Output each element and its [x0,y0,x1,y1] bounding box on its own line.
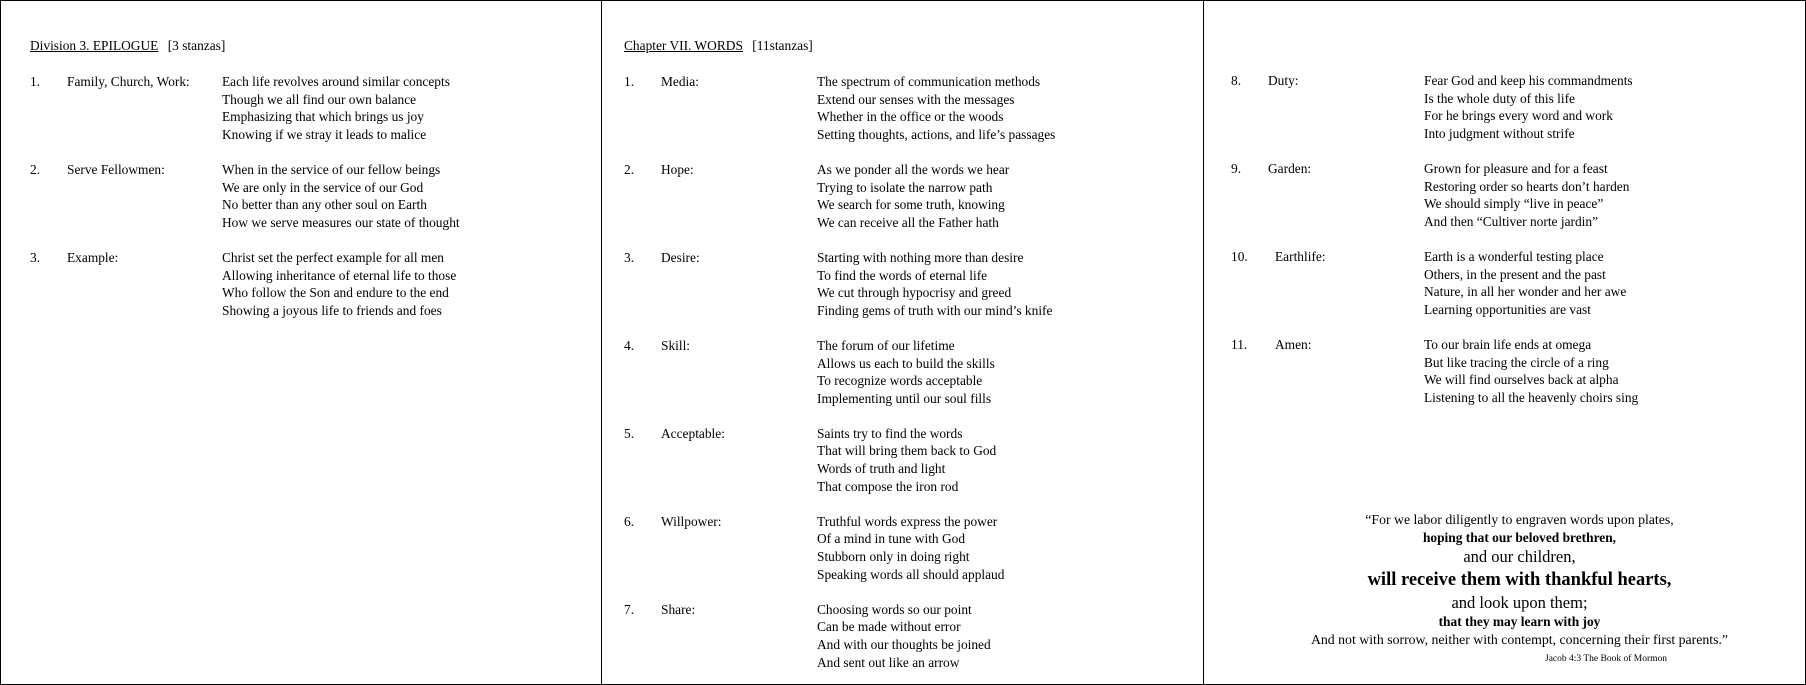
chapter-continued-panel [1204,1,1805,684]
chapter-title: Chapter VII. WORDS [624,38,743,53]
stanza-line: Each life revolves around similar concepts [222,74,450,89]
quote-line-3: and our children, [1463,547,1576,566]
stanza-line: That compose the iron rod [817,478,959,494]
stanza-line: When in the service of our fellow beings [222,161,441,177]
stanza-number: 8. [1231,73,1242,88]
stanza-line: Stubborn only in doing right [817,549,970,565]
stanza-line: Restoring order so hearts don’t harden [1424,178,1630,194]
quote-line-6: that they may learn with joy [1438,614,1601,629]
stanza-label: Share: [661,601,696,617]
stanza-lines [817,601,991,671]
stanza-number: 2. [30,161,41,177]
division-stanza-count: [3 stanzas] [167,38,226,53]
stanza-line: Emphasizing that which brings us joy [222,109,424,125]
stanza-label: Hope: [661,161,694,177]
stanza-number: 6. [624,513,635,529]
stanza-lines [817,249,1052,319]
stanza-label: Family, Church, Work: [67,74,190,89]
stanza-lines [1424,248,1626,318]
stanza-number: 9. [1231,160,1242,176]
stanza-line: Starting with nothing more than desire [817,249,1024,265]
stanza-number: 2. [624,161,635,177]
stanza-label: Acceptable: [661,425,725,441]
stanza-lines [222,161,460,231]
stanza-line: Truthful words express the power [817,513,998,529]
stanza-lines [817,337,995,407]
stanza-line: Setting thoughts, actions, and life’s passages [817,126,1056,142]
stanza-line: To recognize words acceptable [817,373,983,389]
division-heading [30,37,601,55]
stanza-line: Allowing inheritance of eternal life to those [222,267,457,283]
chapter-panel [602,1,1204,684]
stanza-number: 4. [624,337,635,353]
stanza-number: 11. [1231,336,1248,352]
scripture-quote [1204,511,1805,649]
stanza-line: We search for some truth, knowing [817,197,1005,213]
stanza [1231,72,1805,142]
quote-line-2: hoping that our beloved brethren, [1422,530,1617,545]
stanza-label: Skill: [661,337,691,353]
stanza-label: Duty: [1268,73,1299,88]
stanza-line: Nature, in all her wonder and her awe [1424,284,1627,300]
stanza-lines [1424,336,1638,406]
stanza-line: Whether in the office or the woods [817,109,1004,125]
stanza-line: And sent out like an arrow [817,654,960,670]
stanza-line: Earth is a wonderful testing place [1424,248,1604,264]
stanza-line: Knowing if we stray it leads to malice [222,126,427,142]
stanza-number: 7. [624,601,635,617]
quote-line-5: and look upon them; [1451,593,1588,612]
stanza-label: Willpower: [661,513,722,529]
stanza [624,513,1203,583]
stanza-line: Though we all find our own balance [222,91,417,107]
stanza-line: Finding gems of truth with our mind’s knife [817,302,1053,318]
stanza-line: Into judgment without strife [1424,125,1575,141]
stanza-line: The spectrum of communication methods [817,74,1041,89]
stanza-line: Extend our senses with the messages [817,91,1015,107]
stanza-lines [222,73,450,143]
stanza-line: And then “Cultiver norte jardin” [1424,213,1599,229]
stanza-number: 3. [624,249,635,265]
stanza-line: Choosing words so our point [817,601,972,617]
stanza-line: The forum of our lifetime [817,337,955,353]
stanza-line: Who follow the Son and endure to the end [222,285,449,301]
stanza-label: Example: [67,249,119,265]
stanza-number: 5. [624,425,635,441]
stanza-line: No better than any other soul on Earth [222,197,427,213]
stanza [624,249,1203,319]
stanza-line: We cut through hypocrisy and greed [817,285,1012,301]
stanza-line: Showing a joyous life to friends and foes [222,302,442,318]
chapter-stanza-count: [11stanzas] [752,38,813,53]
division-title: Division 3. EPILOGUE [30,38,159,53]
stanza-line: We are only in the service of our God [222,179,424,195]
stanza-line: To find the words of eternal life [817,267,988,283]
stanza-label: Serve Fellowmen: [67,161,165,177]
stanza-lines [817,73,1055,143]
stanza-line: Christ set the perfect example for all men [222,249,444,265]
stanza [1231,160,1805,230]
quote-line-1: “For we labor diligently to engraven words upon plates, [1365,512,1674,527]
stanza [1231,336,1805,406]
division-stanza-list [30,73,601,319]
stanza-line: To our brain life ends at omega [1424,336,1592,352]
stanza [624,337,1203,407]
stanza [624,73,1203,143]
stanza-line: We should simply “live in peace” [1424,196,1604,212]
stanza-line: Saints try to find the words [817,425,963,441]
stanza-line: We will find ourselves back at alpha [1424,372,1619,388]
stanza [624,425,1203,495]
stanza [30,249,601,319]
stanza-number: 10. [1231,248,1248,264]
stanza-line: Trying to isolate the narrow path [817,179,993,195]
stanza-label: Garden: [1268,160,1312,176]
stanza-label: Earthlife: [1275,248,1326,264]
stanza-line: Grown for pleasure and for a feast [1424,160,1608,176]
chapter-stanza-list [624,73,1203,671]
stanza-label: Desire: [661,249,700,265]
chapter-stanza-list-continued [1231,72,1805,406]
stanza-line: Learning opportunities are vast [1424,301,1591,317]
stanza-line: That will bring them back to God [817,443,997,459]
stanza-line: How we serve measures our state of thought [222,214,460,230]
stanza-line: Allows us each to build the skills [817,355,995,371]
quote-citation: Jacob 4:3 The Book of Mormon [1545,654,1667,664]
stanza-line: Can be made without error [817,619,961,635]
stanza-line: Is the whole duty of this life [1424,90,1575,106]
stanza-line: As we ponder all the words we hear [817,161,1010,177]
stanza-number: 3. [30,249,41,265]
stanza-lines [817,425,996,495]
stanza-line: Listening to all the heavenly choirs sing [1424,389,1639,405]
chapter-heading [624,37,1203,55]
stanza-line: Fear God and keep his commandments [1424,73,1633,88]
stanza-line: Implementing until our soul fills [817,390,992,406]
stanza [30,73,601,143]
stanza-number: 1. [624,74,635,89]
stanza [1231,248,1805,318]
stanza-number: 1. [30,74,41,89]
stanza-line: Of a mind in tune with God [817,531,966,547]
stanza-line: And with our thoughts be joined [817,637,991,652]
stanza [30,161,601,231]
quote-line-7: And not with sorrow, neither with contempt, concerning their first parents.” [1310,632,1729,647]
stanza-lines [817,513,1004,583]
quote-line-4: will receive them with thankful hearts, [1367,570,1672,590]
stanza-label: Amen: [1275,336,1312,352]
stanza-line: Speaking words all should applaud [817,566,1005,582]
stanza-label: Media: [661,74,699,89]
stanza-lines [1424,72,1633,142]
stanza-lines [1424,160,1629,230]
stanza-line: Others, in the present and the past [1424,266,1606,282]
stanza-line: Words of truth and light [817,461,946,477]
stanza-line: We can receive all the Father hath [817,214,999,230]
stanza [624,601,1203,671]
stanza [624,161,1203,231]
stanza-lines [222,249,456,319]
stanza-lines [817,161,1009,231]
epilogue-panel [1,1,602,684]
stanza-line: For he brings every word and work [1424,108,1613,124]
stanza-line: But like tracing the circle of a ring [1424,354,1609,370]
